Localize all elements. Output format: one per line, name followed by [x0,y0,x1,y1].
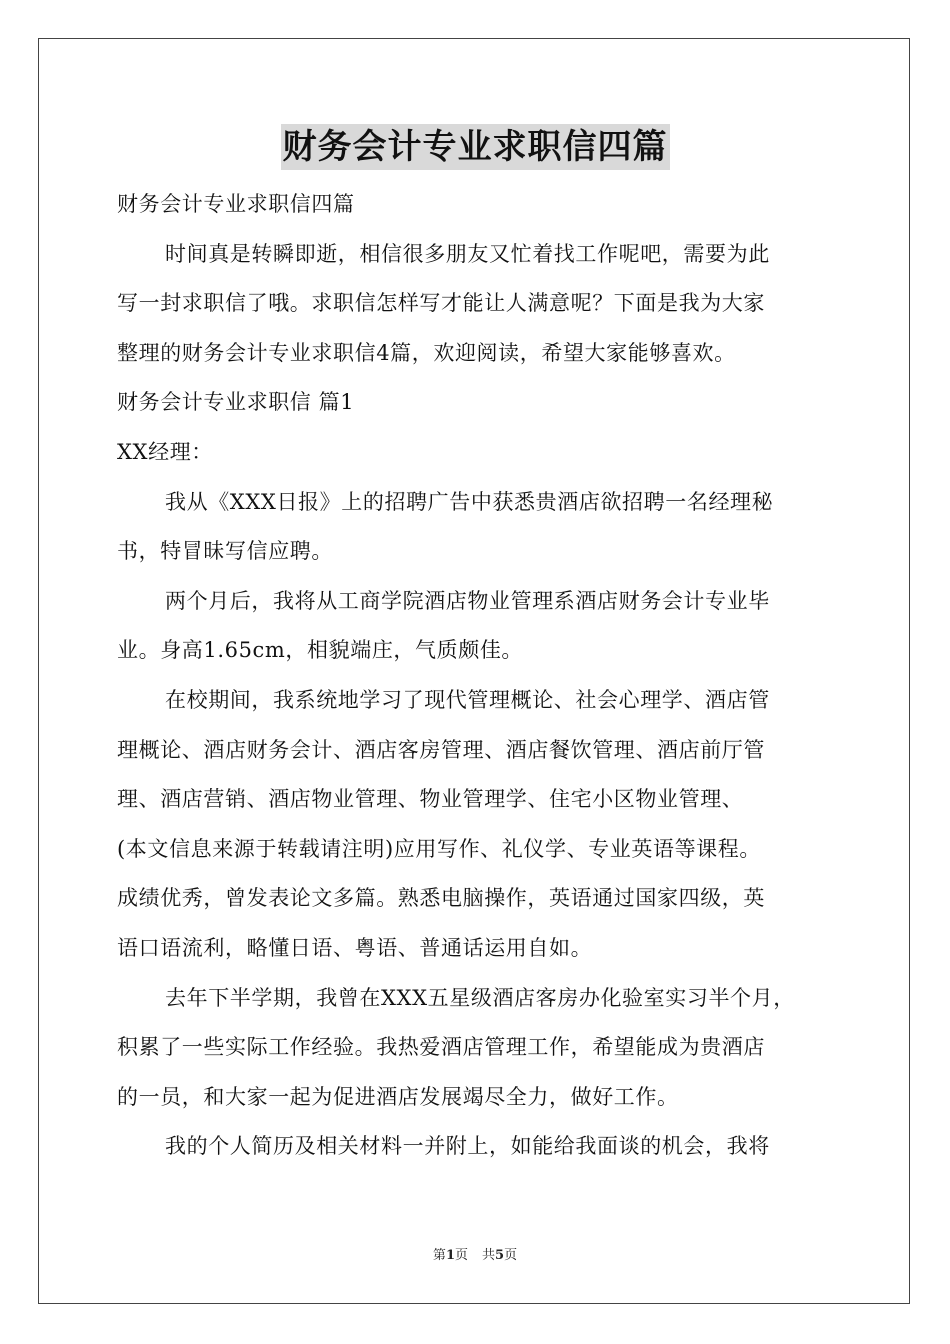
total-prefix: 共 [482,1248,496,1263]
text-line: 积累了一些实际工作经验。我热爱酒店管理工作，希望能成为贵酒店 [117,1035,765,1060]
page-prefix: 第 [432,1248,446,1263]
text-line: (本文信息来源于转载请注明)应用写作、礼仪学、专业英语等课程。 [117,836,761,861]
text-line: 财务会计专业求职信 篇1 [117,390,355,415]
text-line: 业。身高1.65cm，相貌端庄，气质颇佳。 [117,638,524,663]
text-line: 理概论、酒店财务会计、酒店客房管理、酒店餐饮管理、酒店前厅管 [117,737,765,762]
total-page-number: 5 [495,1248,505,1263]
text-line: 我的个人简历及相关材料一并附上，如能给我面谈的机会，我将 [165,1134,770,1159]
text-line: 在校期间，我系统地学习了现代管理概论、社会心理学、酒店管 [165,687,770,712]
text-line: 去年下半学期，我曾在XXX五星级酒店客房办化验室实习半个月， [165,985,795,1010]
page-footer [0,1247,950,1265]
current-page-number: 1 [445,1248,455,1263]
text-line: 成绩优秀，曾发表论文多篇。熟悉电脑操作，英语通过国家四级，英 [117,886,765,911]
title-container [0,124,950,170]
text-line: 写一封求职信了哦。求职信怎样写才能让人满意呢？下面是我为大家 [117,291,765,316]
text-line: 语口语流利，略懂日语、粤语、普通话运用自如。 [117,935,593,960]
text-line: 两个月后，我将从工商学院酒店物业管理系酒店财务会计专业毕 [165,588,770,613]
text-line: 财务会计专业求职信四篇 [117,192,355,216]
text-line: 时间真是转瞬即逝，相信很多朋友又忙着找工作呢吧，需要为此 [165,241,770,266]
document-title: 财务会计专业求职信四篇 [281,124,670,170]
text-line: XX经理： [117,439,213,464]
document-body [117,180,837,1172]
page-unit: 页 [454,1248,468,1263]
text-line: 的一员，和大家一起为促进酒店发展竭尽全力，做好工作。 [117,1084,679,1109]
text-line: 我从《XXX日报》上的招聘广告中获悉贵酒店欲招聘一名经理秘 [165,489,774,514]
text-line: 理、酒店营销、酒店物业管理、物业管理学、住宅小区物业管理、 [117,787,744,812]
text-line: 整理的财务会计专业求职信4篇，欢迎阅读，希望大家能够喜欢。 [117,340,736,365]
text-line: 书，特冒昧写信应聘。 [117,539,333,564]
total-unit: 页 [504,1248,518,1263]
